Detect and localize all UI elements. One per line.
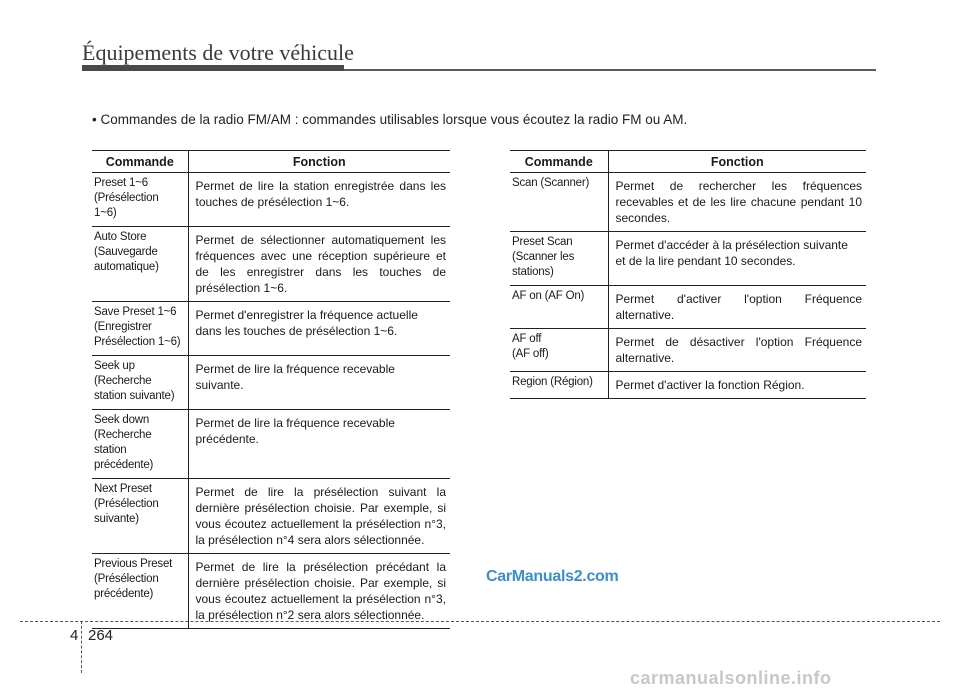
table-row	[92, 554, 450, 629]
watermark-logo: CarManuals2.com	[486, 568, 619, 585]
command-name: Auto Store (Sauvegarde automatique)	[92, 227, 188, 302]
table-row	[92, 302, 450, 356]
header-bar	[82, 65, 344, 71]
command-name: AF off (AF off)	[510, 329, 608, 372]
site-watermark: carmanualsonline.info	[630, 668, 832, 688]
footer-vertical-divider	[81, 621, 82, 673]
command-name: AF on (AF On)	[510, 286, 608, 329]
command-name: Seek down (Recherche station précédente)	[92, 410, 188, 479]
radio-commands-table-left	[92, 150, 450, 629]
command-function: Permet d'enregistrer la fréquence actuelle dans les touches de présélection 1~6.	[188, 302, 450, 356]
command-name: Previous Preset (Présélection précédente)	[92, 554, 188, 629]
column-header-function: Fonction	[608, 151, 866, 173]
table-row	[92, 227, 450, 302]
command-function: Permet de sélectionner automatiquement les fréquences avec une réception supérieure et de les enregistrer dans les touches de présélection 1~6.	[188, 227, 450, 302]
column-header-command: Commande	[92, 151, 188, 173]
table-row	[510, 286, 866, 329]
command-function: Permet de lire la présélection précédant la dernière présélection choisie. Par exemple, si vous écoutez actuellement la présélection n°3, la présélection n°2 sera alors sélectionnée.	[188, 554, 450, 629]
command-function: Permet de désactiver l'option Fréquence alternative.	[608, 329, 866, 372]
section-title: Équipements de votre véhicule	[82, 40, 354, 65]
column-header-command: Commande	[510, 151, 608, 173]
command-function: Permet d'activer la fonction Région.	[608, 372, 866, 399]
command-name: Scan (Scanner)	[510, 173, 608, 232]
command-name: Preset 1~6 (Présélection 1~6)	[92, 173, 188, 227]
footer-divider	[20, 621, 940, 622]
table-row	[510, 372, 866, 399]
column-header-function: Fonction	[188, 151, 450, 173]
table-row	[510, 232, 866, 286]
command-name: Seek up (Recherche station suivante)	[92, 356, 188, 410]
header-rule	[344, 69, 876, 71]
command-name: Next Preset (Présélection suivante)	[92, 479, 188, 554]
command-name: Preset Scan (Scanner les stations)	[510, 232, 608, 286]
command-name: Region (Région)	[510, 372, 608, 399]
command-function: Permet de lire la présélection suivant la dernière présélection choisie. Par exemple, si vous écoutez actuellement la présélection n°3, la présélection n°4 sera alors sélectionnée.	[188, 479, 450, 554]
page-number: 264	[88, 627, 114, 644]
command-function: Permet d'accéder à la présélection suivante et de la lire pendant 10 secondes.	[608, 232, 866, 286]
command-function: Permet de rechercher les fréquences recevables et de les lire chacune pendant 10 secondes.	[608, 173, 866, 232]
command-function: Permet de lire la fréquence recevable précédente.	[188, 410, 450, 479]
command-function: Permet de lire la station enregistrée dans les touches de présélection 1~6.	[188, 173, 450, 227]
table-row	[510, 173, 866, 232]
table-row	[92, 173, 450, 227]
command-function: Permet de lire la fréquence recevable suivante.	[188, 356, 450, 410]
radio-commands-table-right	[510, 150, 866, 399]
table-row	[92, 479, 450, 554]
table-row	[92, 356, 450, 410]
command-name: Save Preset 1~6 (Enregistrer Présélection 1~6)	[92, 302, 188, 356]
table-row	[510, 329, 866, 372]
table-row	[92, 410, 450, 479]
command-function: Permet d'activer l'option Fréquence alternative.	[608, 286, 866, 329]
section-number: 4	[70, 627, 79, 644]
intro-text: • Commandes de la radio FM/AM : commandes utilisables lorsque vous écoutez la radio FM ou AM.	[92, 112, 688, 127]
